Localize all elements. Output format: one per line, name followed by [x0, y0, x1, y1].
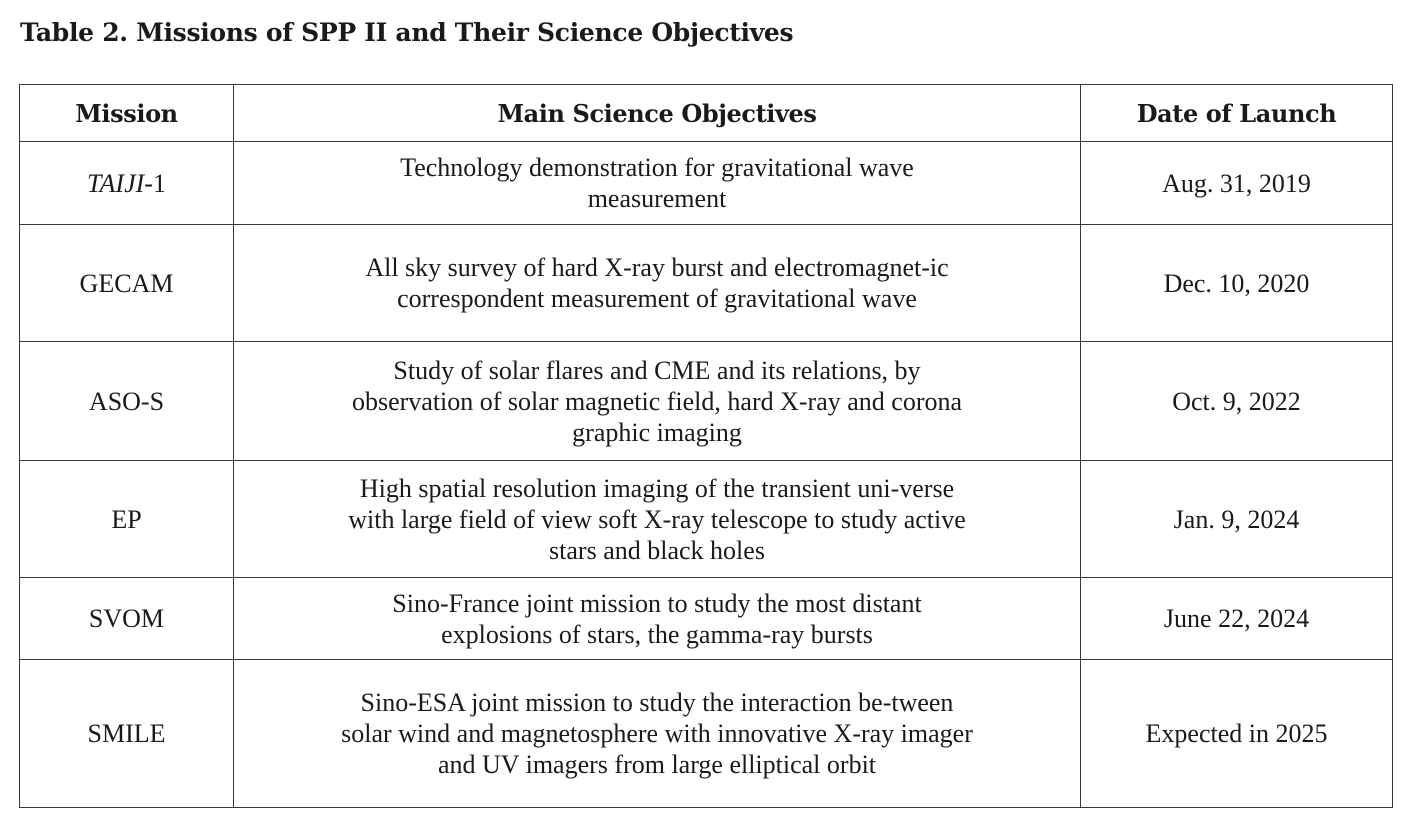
objective-cell [234, 660, 1081, 808]
launch-date-cell: Expected in 2025 [1081, 660, 1393, 808]
column-header-launch-date: Date of Launch [1081, 85, 1393, 142]
table-header-row [20, 85, 1393, 142]
table-row [20, 342, 1393, 461]
objective-cell [234, 142, 1081, 225]
objective-text: Technology demonstration for gravitational wave measurement [400, 153, 914, 213]
objective-text: Sino-ESA joint mission to study the interaction be-tween solar wind and magnetosphere with innovative X-ray imager and UV imagers from large elliptical orbit [341, 688, 973, 779]
mission-cell: EP [20, 461, 234, 578]
objective-text: Study of solar flares and CME and its relations, by observation of solar magnetic field, hard X-ray and corona graphic imaging [351, 355, 963, 447]
objective-text: All sky survey of hard X-ray burst and electromagnet-ic correspondent measurement of gravitational wave [365, 253, 949, 313]
missions-table [19, 84, 1393, 808]
launch-date-cell: Jan. 9, 2024 [1081, 461, 1393, 578]
launch-date-cell: Aug. 31, 2019 [1081, 142, 1393, 225]
objective-text: Sino-France joint mission to study the most distant explosions of stars, the gamma-ray bursts [392, 588, 922, 649]
launch-date-cell: Oct. 9, 2022 [1081, 342, 1393, 461]
objective-cell [234, 578, 1081, 660]
objective-cell [234, 461, 1081, 578]
mission-name-italic: TAIJI [87, 168, 145, 198]
mission-cell: SMILE [20, 660, 234, 808]
table-row [20, 225, 1393, 342]
mission-cell: ASO-S [20, 342, 234, 461]
column-header-mission: Mission [20, 85, 234, 142]
table-row [20, 660, 1393, 808]
objective-cell [234, 225, 1081, 342]
launch-date-cell: Dec. 10, 2020 [1081, 225, 1393, 342]
table-caption: Table 2. Missions of SPP II and Their Science Objectives [20, 18, 794, 47]
column-header-objectives: Main Science Objectives [234, 85, 1081, 142]
mission-cell [20, 142, 234, 225]
table-row [20, 461, 1393, 578]
objective-cell [234, 342, 1081, 461]
mission-cell: GECAM [20, 225, 234, 342]
mission-cell: SVOM [20, 578, 234, 660]
table-row [20, 142, 1393, 225]
launch-date-cell: June 22, 2024 [1081, 578, 1393, 660]
table-row [20, 578, 1393, 660]
mission-name-suffix: -1 [144, 168, 166, 198]
objective-text: High spatial resolution imaging of the transient uni-verse with large field of view soft X-ray telescope to study active stars and black holes [348, 473, 966, 565]
